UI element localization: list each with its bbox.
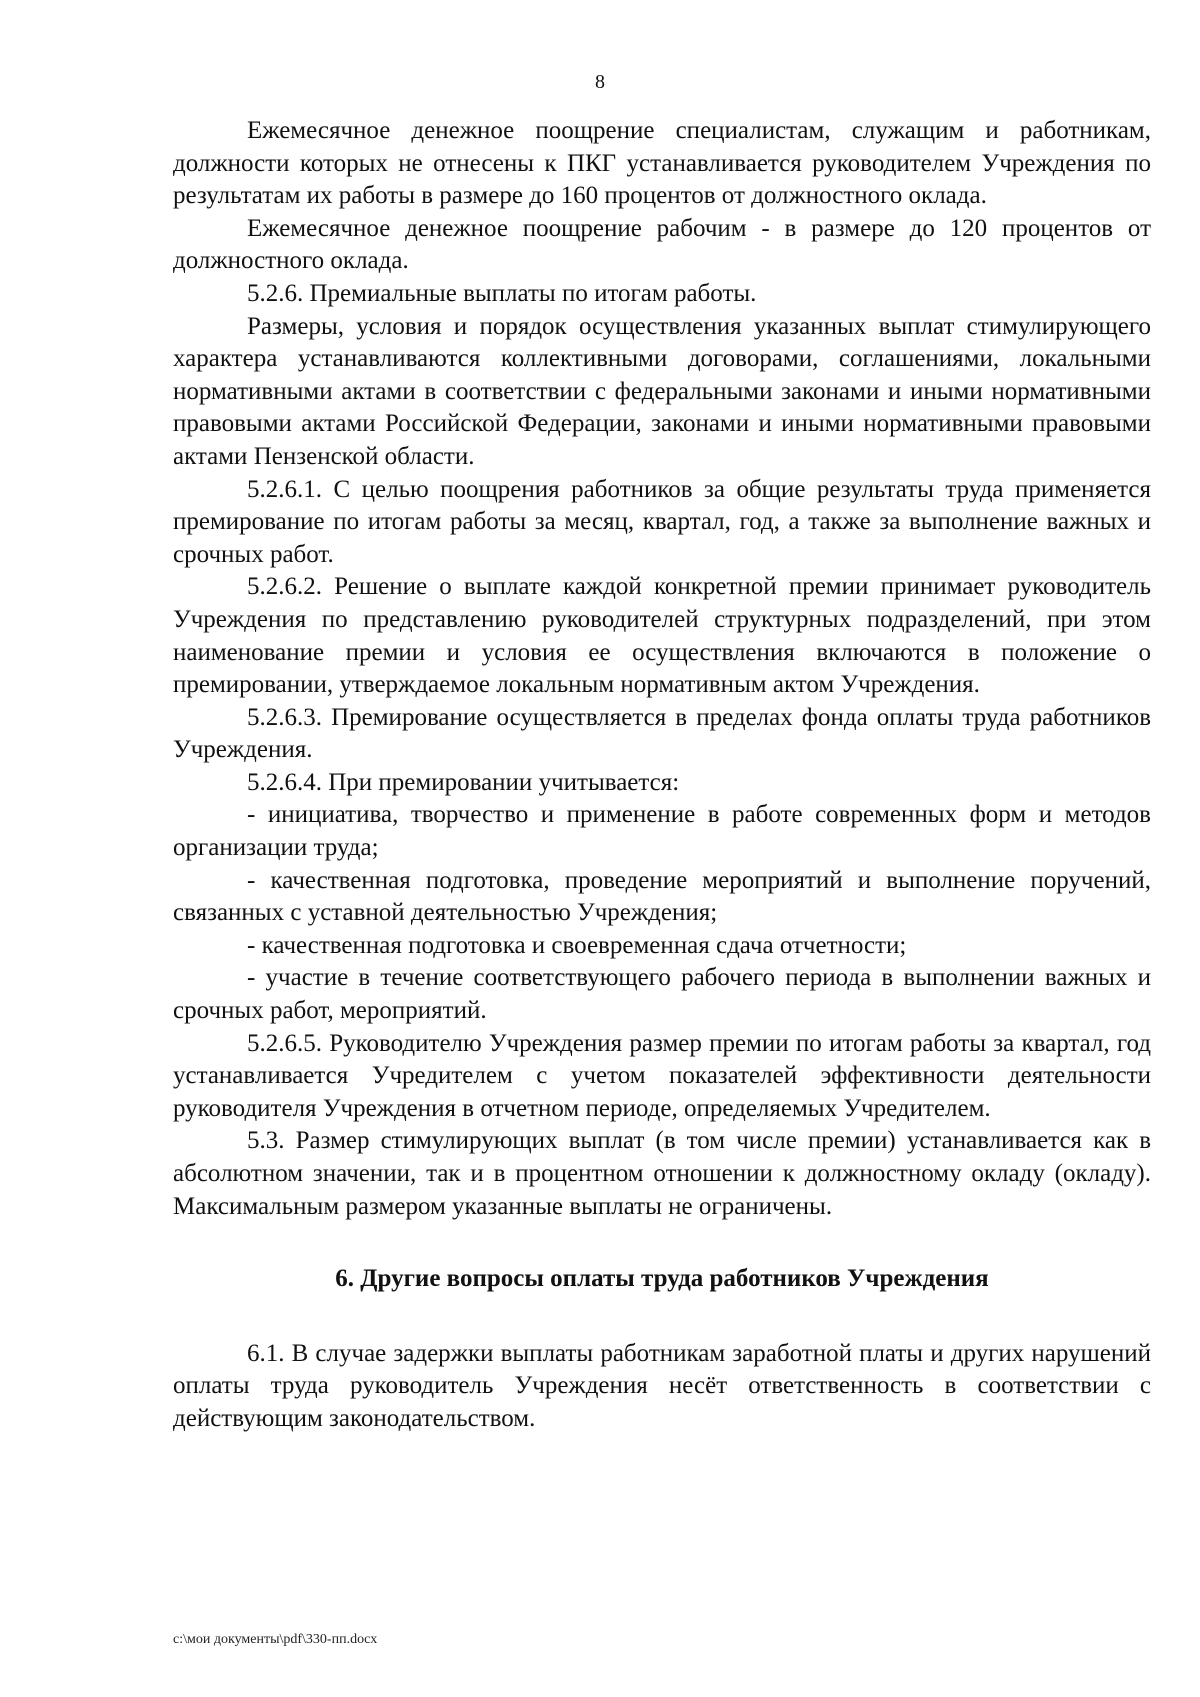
paragraph-5-2-6-3: 5.2.6.3. Премирование осуществляется в пределах фонда оплаты труда работников Учреждения. [173, 703, 1151, 764]
paragraph-5-2-6: 5.2.6. Премиальные выплаты по итогам работы. [247, 279, 757, 307]
paragraph-5-2-6-4: 5.2.6.4. При премировании учитывается: [247, 768, 680, 796]
document-body [173, 115, 1151, 1436]
page-number: 8 [595, 71, 605, 93]
list-item-reporting: - качественная подготовка и своевременная сдача отчетности; [247, 931, 907, 959]
list-item-initiative: - инициатива, творчество и применение в работе современных форм и методов организации труда; [173, 801, 1151, 862]
paragraph-monthly-bonus-workers: Ежемесячное денежное поощрение рабочим - в размере до 120 процентов от должностного оклада. [173, 214, 1151, 275]
paragraph-5-2-6-1: 5.2.6.1. С целью поощрения работников за общие результаты труда применяется премирование по итогам работы за месяц, квартал, год, а также за выполнение важных и срочных работ. [173, 475, 1151, 568]
paragraph-5-3: 5.3. Размер стимулирующих выплат (в том числе премии) устанавливается как в абсолютном значении, так и в процентном отношении к должностному окладу (окладу). Максимальным размером указанные выплаты не ограничены. [173, 1127, 1151, 1220]
list-item-participation: - участие в течение соответствующего рабочего периода в выполнении важных и срочных работ, мероприятий. [173, 964, 1151, 1025]
paragraph-5-2-6-5: 5.2.6.5. Руководителю Учреждения размер премии по итогам работы за квартал, год устанавливается Учредителем с учетом показателей эффективности деятельности руководителя Учреждения в отчетном периоде, определяемых Учредителем. [173, 1029, 1151, 1122]
footer-file-path: c:\мои документы\pdf\330-пп.docx [173, 1632, 378, 1647]
paragraph-monthly-bonus-specialists: Ежемесячное денежное поощрение специалистам, служащим и работникам, должности которых не отнесены к ПКГ устанавливается руководителем Учреждения по результатам их работы в размере до 160 процентов от должностного оклада. [173, 117, 1151, 210]
section-6-heading: 6. Другие вопросы оплаты труда работников Учреждения [335, 1265, 989, 1293]
list-item-quality-preparation: - качественная подготовка, проведение мероприятий и выполнение поручений, связанных с уставной деятельностью Учреждения; [173, 866, 1151, 927]
paragraph-5-2-6-2: 5.2.6.2. Решение о выплате каждой конкретной премии принимает руководитель Учреждения по представлению руководителей структурных подразделений, при этом наименование премии и условия ее осуществления включаются в положение о премировании, утверждаемое локальным нормативным актом Учреждения. [173, 573, 1151, 699]
paragraph-bonus-conditions: Размеры, условия и порядок осуществления указанных выплат стимулирующего характера устанавливаются коллективными договорами, соглашениями, локальными нормативными актами в соответствии с федеральными законами и иными нормативными правовыми актами Российской Федерации, законами и иными нормативными правовыми актами Пензенской области. [173, 312, 1151, 470]
paragraph-6-1: 6.1. В случае задержки выплаты работникам заработной платы и других нарушений оплаты труда руководитель Учреждения несёт ответственность в соответствии с действующим законодательством. [173, 1339, 1151, 1432]
